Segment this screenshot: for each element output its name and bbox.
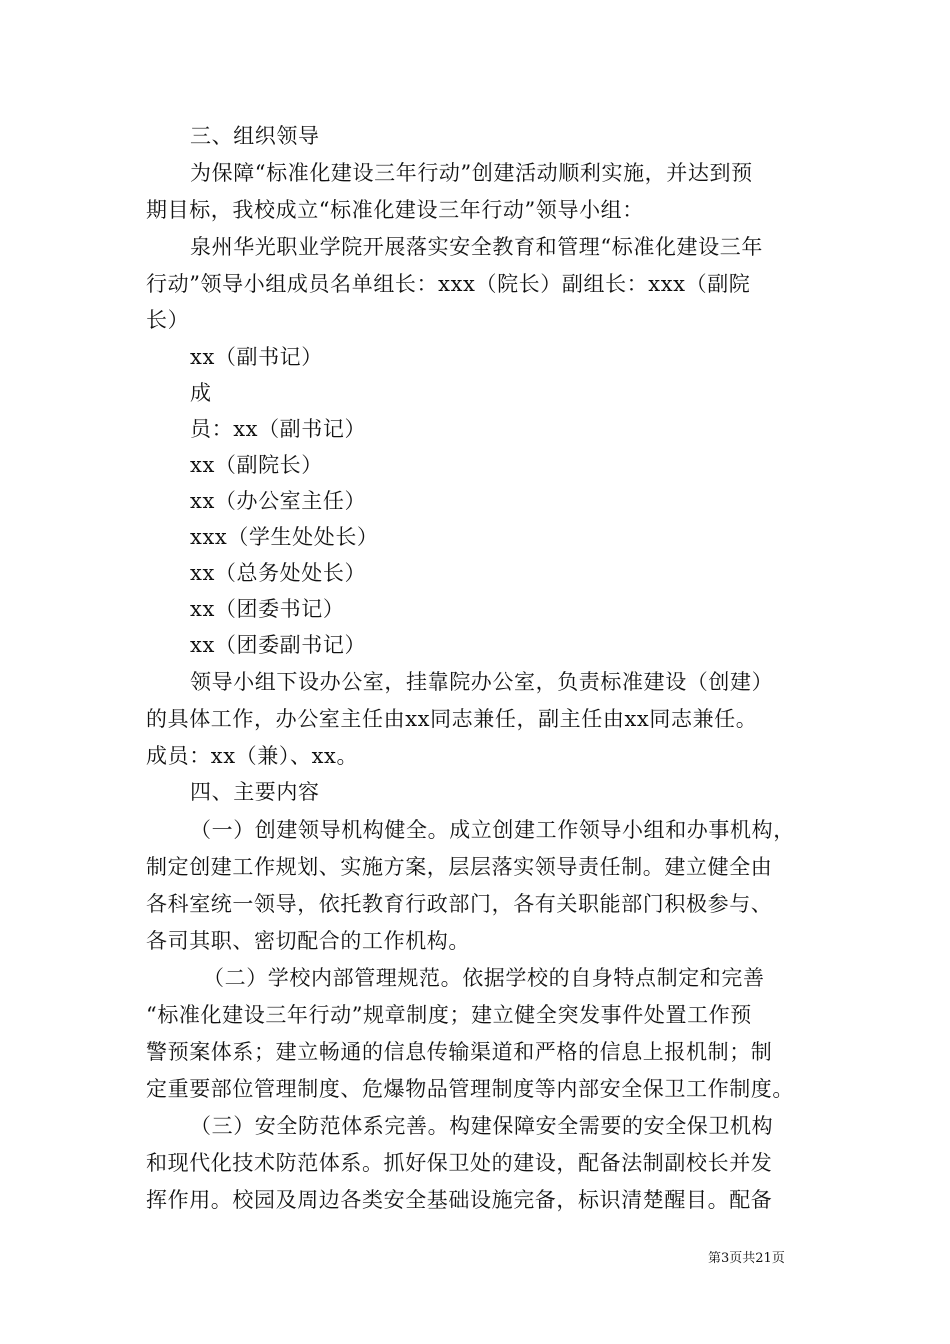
text-line: 定重要部位管理制度、危爆物品管理制度等内部安全保卫工作制度。 bbox=[146, 1077, 794, 1101]
text-line: 长） bbox=[146, 308, 190, 332]
text-line: 警预案体系；建立畅通的信息传输渠道和严格的信息上报机制；制 bbox=[146, 1040, 773, 1064]
member-line: xx（副书记） bbox=[190, 345, 323, 369]
member-line: xx（副院长） bbox=[190, 453, 323, 477]
text-line: 期目标，我校成立“标准化建设三年行动”领导小组： bbox=[146, 198, 644, 222]
page-number-footer: 第3页共21页 bbox=[708, 1251, 785, 1266]
text-line: 的具体工作，办公室主任由xx同志兼任，副主任由xx同志兼任。 bbox=[146, 707, 758, 731]
member-line: xxx（学生处处长） bbox=[190, 525, 379, 549]
text-line: 各司其职、密切配合的工作机构。 bbox=[146, 929, 470, 953]
text-line: 和现代化技术防范体系。抓好保卫处的建设，配备法制副校长并发 bbox=[146, 1151, 773, 1175]
member-line: xx（办公室主任） bbox=[190, 489, 367, 513]
text-line: 为保障“标准化建设三年行动”创建活动顺利实施，并达到预 bbox=[190, 161, 753, 185]
text-line: 领导小组下设办公室，挂靠院办公室，负责标准建设（创建） bbox=[190, 670, 774, 694]
text-line: 行动”领导小组成员名单组长：xxx（院长）副组长：xxx（副院 bbox=[146, 272, 751, 296]
text-line: 制定创建工作规划、实施方案，层层落实领导责任制。建立健全由 bbox=[146, 855, 773, 879]
text-line: “标准化建设三年行动”规章制度；建立健全突发事件处置工作预 bbox=[146, 1003, 752, 1027]
text-line: （三）安全防范体系完善。构建保障安全需要的安全保卫机构 bbox=[190, 1114, 774, 1138]
section-heading: 四、主要内容 bbox=[190, 780, 320, 804]
member-line: xx（总务处处长） bbox=[190, 561, 367, 585]
section-heading: 三、组织领导 bbox=[190, 124, 320, 148]
member-line: xx（团委副书记） bbox=[190, 633, 367, 657]
member-line: 成 bbox=[190, 381, 212, 405]
text-line: 成员：xx（兼）、xx。 bbox=[146, 744, 359, 768]
text-line: （一）创建领导机构健全。成立创建工作领导小组和办事机构， bbox=[190, 818, 795, 842]
text-line: 挥作用。校园及周边各类安全基础设施完备，标识清楚醒目。配备 bbox=[146, 1188, 773, 1212]
text-line: 泉州华光职业学院开展落实安全教育和管理“标准化建设三年 bbox=[190, 235, 763, 259]
text-line: 各科室统一领导，依托教育行政部门，各有关职能部门积极参与、 bbox=[146, 892, 773, 916]
member-line: xx（团委书记） bbox=[190, 597, 345, 621]
text-line: （二）学校内部管理规范。依据学校的自身特点制定和完善 bbox=[203, 966, 765, 990]
member-line: 员：xx（副书记） bbox=[190, 417, 367, 441]
